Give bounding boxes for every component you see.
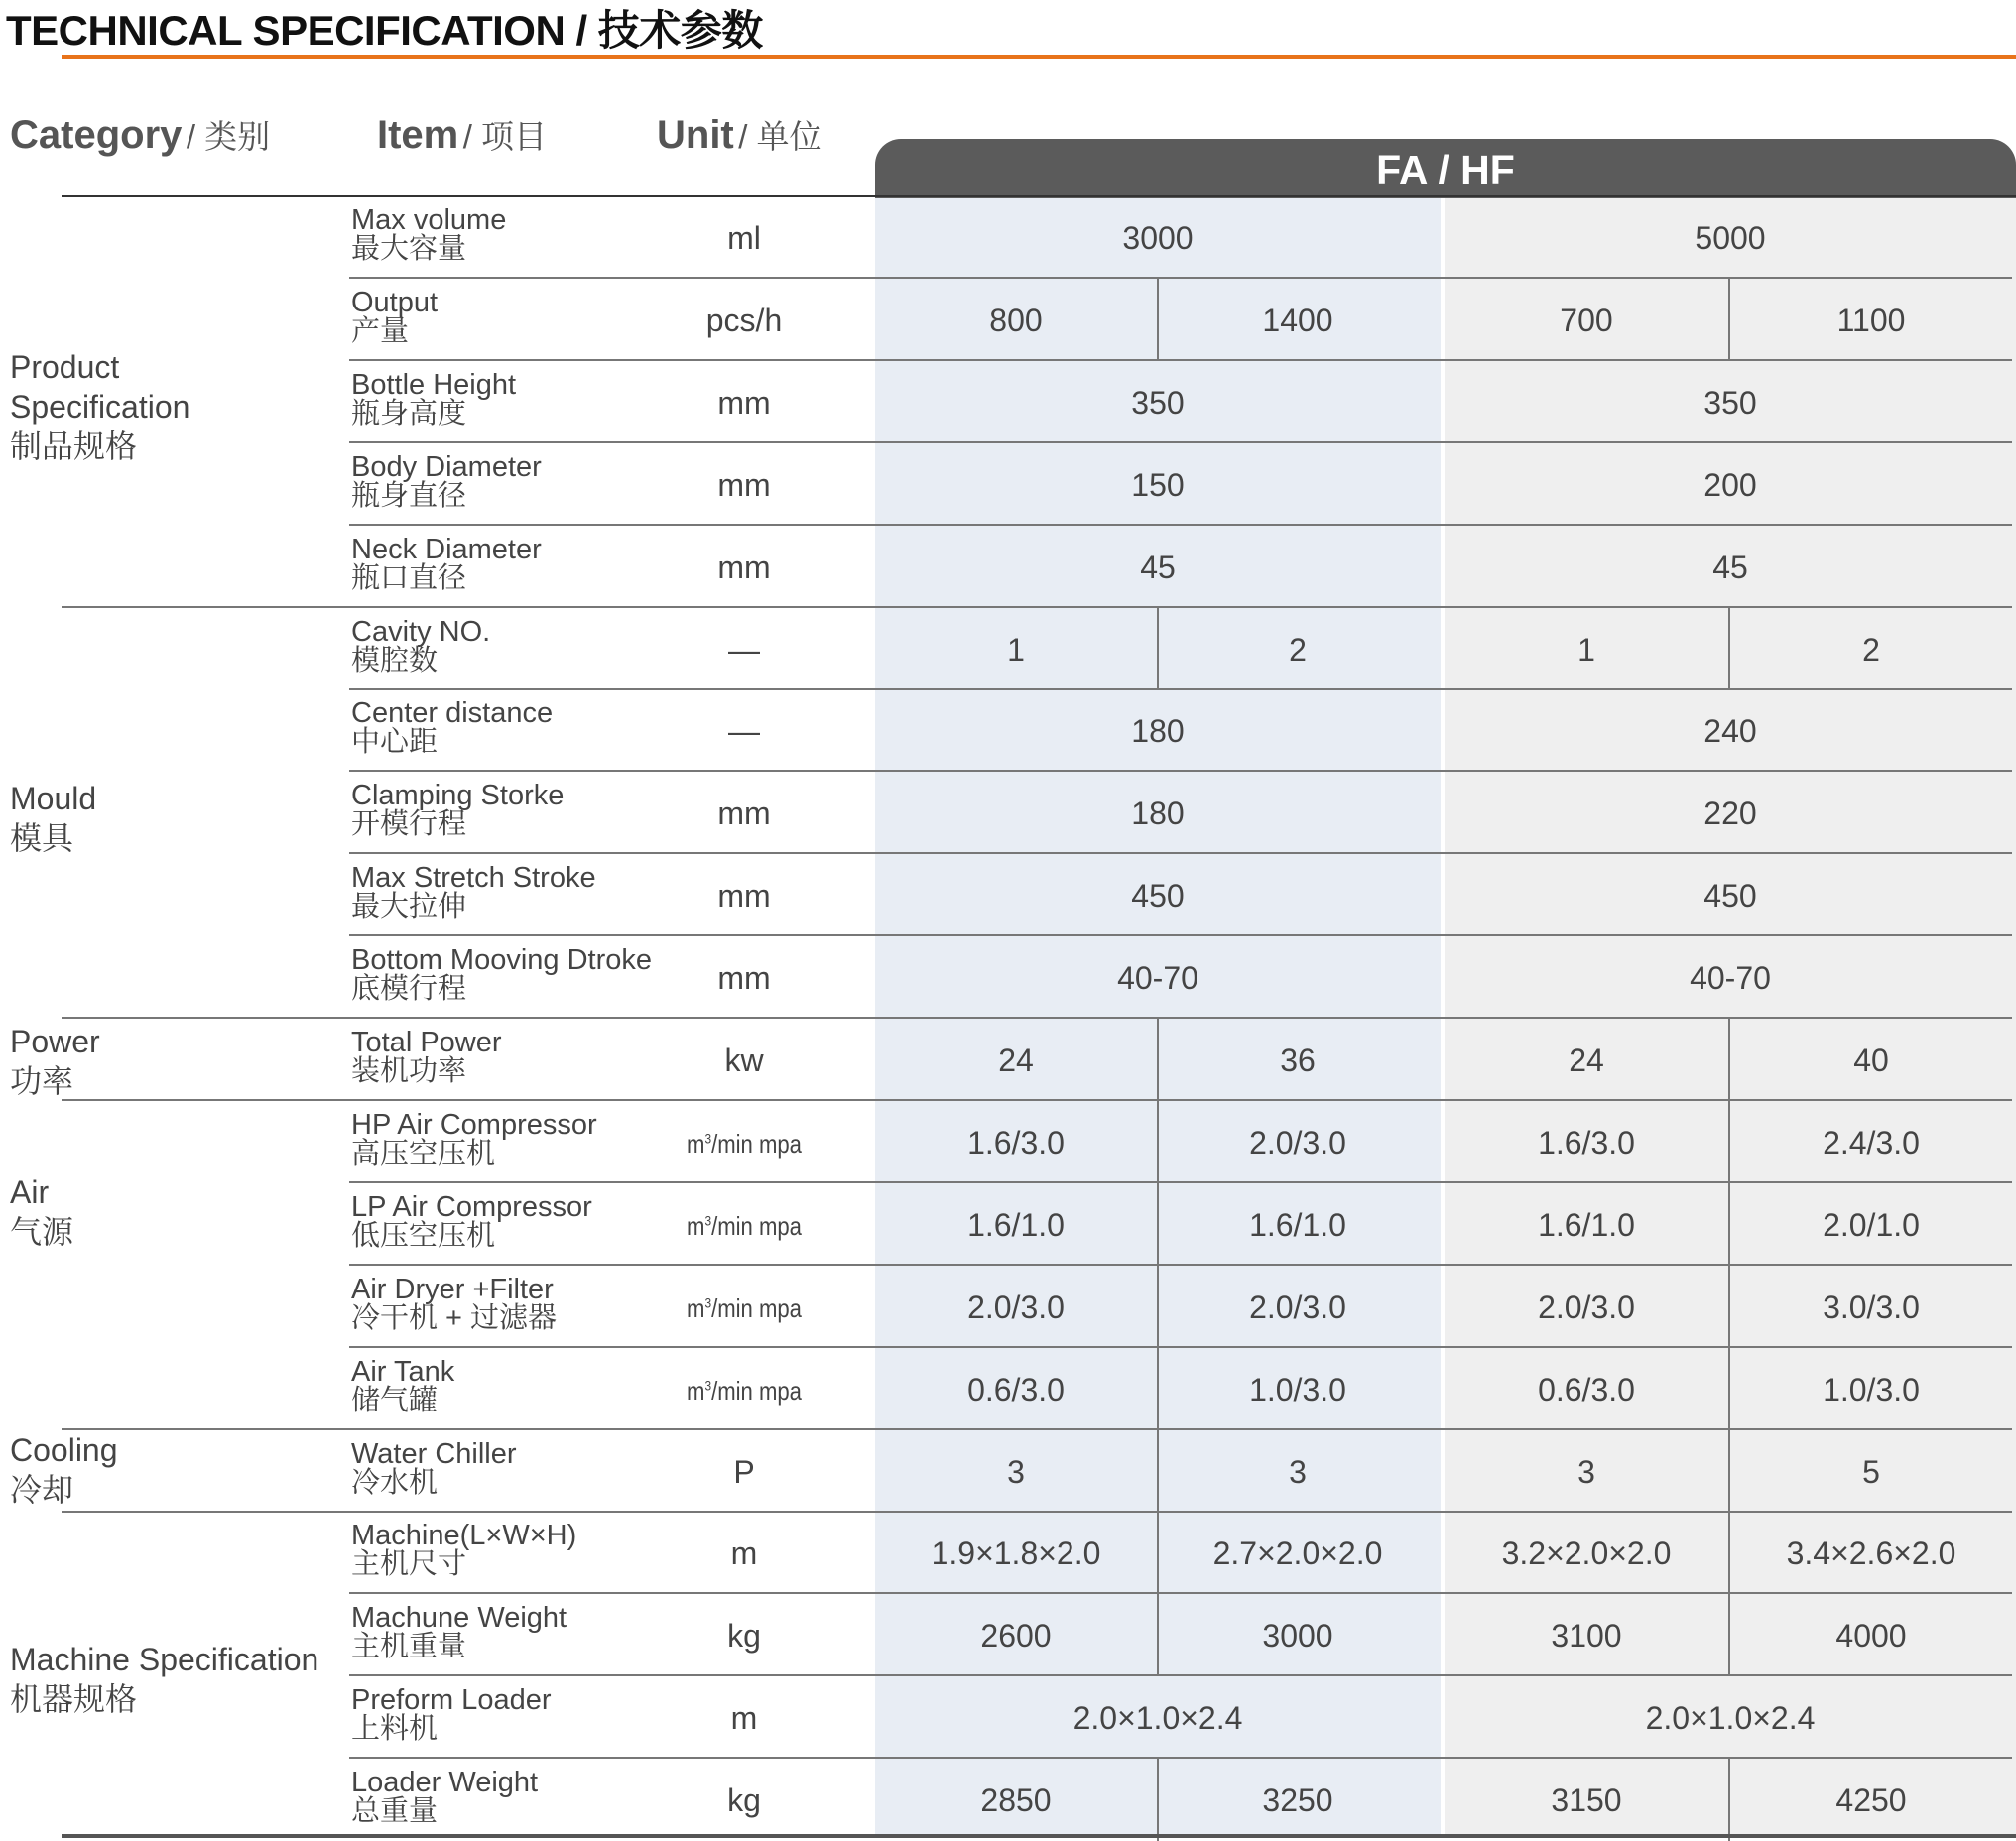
cell-divider: [1728, 1266, 1730, 1348]
item-label-en: Max Stretch Stroke: [351, 862, 596, 895]
item-label: [351, 1769, 538, 1826]
unit-value: m: [730, 1535, 758, 1572]
unit-value: [669, 1211, 820, 1242]
cell-divider: [1157, 1594, 1159, 1676]
header-unit: [657, 111, 822, 158]
table-row: [0, 1759, 2016, 1841]
item-label-cn: 冷干机 + 过滤器: [351, 1301, 558, 1334]
value-cell-merged: 450: [1131, 878, 1185, 915]
item-label-cn: 最大容量: [351, 233, 467, 265]
item-label-en: Preform Loader: [351, 1684, 552, 1717]
item-label-en: Total Power: [351, 1027, 502, 1058]
value-cell: 2600: [980, 1618, 1052, 1655]
value-cell: 3000: [1262, 1618, 1333, 1655]
category-air-en: Air: [10, 1174, 50, 1210]
item-label-cn: 总重量: [351, 1795, 439, 1828]
cell-divider: [1728, 1594, 1730, 1676]
category-power-cn: 功率: [10, 1063, 74, 1099]
model-header: FA / HF: [875, 139, 2016, 198]
unit-value: kw: [724, 1043, 764, 1078]
unit-value: m: [730, 1700, 758, 1737]
value-cell: 4000: [1835, 1618, 1907, 1655]
value-cell: 40: [1853, 1043, 1889, 1078]
item-label-cn: 瓶口直径: [351, 561, 467, 594]
item-label-en: Water Chiller: [351, 1437, 517, 1470]
cell-divider: [1157, 1266, 1159, 1348]
unit-value: mm: [717, 549, 771, 585]
value-cell: 24: [1569, 1043, 1604, 1078]
table-row: [0, 279, 2016, 361]
value-cell: 3: [1577, 1453, 1595, 1490]
table-row: [0, 1512, 2016, 1594]
item-label-en: LP Air Compressor: [351, 1190, 592, 1223]
value-cell: 4250: [1835, 1782, 1907, 1819]
item-label-en: Max volume: [351, 204, 507, 236]
item-label: [351, 782, 564, 839]
unit-value: kg: [727, 1618, 761, 1655]
item-label: [351, 1190, 592, 1252]
item-label-cn: 主机重量: [351, 1631, 467, 1663]
table-row: [0, 854, 2016, 936]
category-product-en1: Product: [10, 349, 120, 385]
value-cell: 3.4×2.6×2.0: [1786, 1535, 1956, 1572]
cell-divider: [1728, 1183, 1730, 1266]
item-label: [351, 946, 652, 1004]
item-label: [351, 699, 553, 757]
value-cell-merged: 220: [1703, 796, 1757, 832]
unit-value: —: [728, 713, 760, 750]
unit-value: mm: [717, 960, 771, 997]
table-row: [0, 1430, 2016, 1513]
value-cell: 3100: [1551, 1618, 1622, 1655]
value-cell: 1.6/3.0: [1538, 1124, 1635, 1161]
unit-value: P: [733, 1453, 755, 1490]
value-cell: 1.6/1.0: [967, 1206, 1065, 1243]
header-item: [377, 111, 547, 158]
cell-divider: [1157, 1019, 1159, 1101]
value-cell-merged: 180: [1131, 713, 1185, 750]
value-cell: 1: [1007, 631, 1025, 668]
item-label-en: Neck Diameter: [351, 533, 542, 565]
cell-divider: [1157, 279, 1159, 361]
unit-superscript: 3: [704, 1130, 712, 1147]
value-cell: 2850: [980, 1782, 1052, 1819]
item-label-cn: 模腔数: [351, 644, 439, 676]
table-row: [0, 689, 2016, 772]
item-label-en: Air Dryer +Filter: [351, 1273, 554, 1305]
table-bottom-rule: [62, 1834, 2016, 1838]
value-cell: 1.0/3.0: [1823, 1371, 1920, 1408]
value-cell: 24: [998, 1043, 1034, 1078]
unit-value: —: [728, 631, 760, 668]
category-mould-en: Mould: [10, 781, 97, 816]
item-label-en: Bottle Height: [351, 368, 517, 401]
unit-value: mm: [717, 384, 771, 421]
header-category-en: Category: [10, 113, 183, 157]
cell-divider: [1157, 608, 1159, 690]
table-row: [0, 1101, 2016, 1183]
value-cell: 3150: [1551, 1782, 1622, 1819]
value-cell: 0.6/3.0: [1538, 1371, 1635, 1408]
table-row: [0, 1019, 2016, 1101]
unit-base: m: [687, 1292, 705, 1323]
item-label-cn: 储气罐: [351, 1384, 439, 1416]
table-row: [0, 936, 2016, 1019]
unit-rest: /min mpa: [711, 1128, 802, 1159]
category-air-cn: 气源: [10, 1214, 74, 1250]
item-label: [351, 1273, 558, 1334]
item-label-en: Clamping Storke: [351, 780, 565, 812]
item-label: [351, 450, 542, 512]
cell-divider: [1728, 1348, 1730, 1430]
value-cell-merged: 40-70: [1690, 960, 1771, 997]
value-cell: 2.0/3.0: [967, 1289, 1065, 1325]
item-label-cn: 产量: [351, 314, 410, 347]
item-label-en: Machine(L×W×H): [351, 1520, 577, 1552]
unit-value: [669, 1376, 820, 1407]
item-label: [351, 1604, 567, 1661]
item-label-en: Body Diameter: [351, 450, 542, 483]
category-machine-cn: 机器规格: [10, 1681, 138, 1717]
value-cell: 2: [1289, 631, 1307, 668]
value-cell: 2.0/3.0: [1249, 1124, 1346, 1161]
item-label: [351, 1108, 597, 1169]
item-label: [351, 1686, 552, 1744]
cell-divider: [1728, 1101, 1730, 1183]
item-label: [351, 1437, 517, 1499]
value-cell: 1.9×1.8×2.0: [931, 1535, 1101, 1572]
item-label-cn: 低压空压机: [351, 1219, 496, 1252]
item-label: [351, 206, 506, 264]
item-label: [351, 615, 491, 676]
value-cell-merged: 3000: [1122, 220, 1194, 256]
unit-value: mm: [717, 796, 771, 832]
category-cooling-cn: 冷却: [10, 1472, 74, 1508]
header-category: [10, 111, 270, 158]
value-cell: 1400: [1262, 302, 1333, 338]
value-cell-merged: 350: [1703, 384, 1757, 421]
value-cell-merged: 200: [1703, 466, 1757, 503]
item-label: [351, 368, 517, 430]
item-label-cn: 最大拉伸: [351, 891, 467, 923]
unit-value: [669, 1293, 820, 1324]
value-cell: 1.6/3.0: [967, 1124, 1065, 1161]
value-cell: 2.0/3.0: [1249, 1289, 1346, 1325]
unit-base: m: [687, 1128, 705, 1159]
item-label-cn: 瓶身高度: [351, 397, 467, 430]
category-product-cn: 制品规格: [10, 429, 138, 464]
table-row: [0, 608, 2016, 690]
value-cell: 1: [1577, 631, 1595, 668]
value-cell-merged: 5000: [1695, 220, 1766, 256]
item-label-en: Loader Weight: [351, 1767, 539, 1799]
category-product-en2: Specification: [10, 389, 190, 425]
value-cell: 1.6/1.0: [1538, 1206, 1635, 1243]
category-mould-cn: 模具: [10, 820, 74, 856]
value-cell-merged: 45: [1712, 549, 1748, 585]
unit-value: [669, 1129, 820, 1160]
cell-divider: [1157, 1183, 1159, 1266]
value-cell-merged: 2.0×1.0×2.4: [1072, 1700, 1243, 1737]
category-power-en: Power: [10, 1024, 100, 1059]
table-row: [0, 443, 2016, 526]
value-cell: 3: [1007, 1453, 1025, 1490]
header-unit-en: Unit: [657, 113, 734, 157]
value-cell: 2: [1862, 631, 1880, 668]
unit-value: mm: [717, 878, 771, 915]
value-cell: 0.6/3.0: [967, 1371, 1065, 1408]
header-unit-cn: / 单位: [738, 118, 822, 155]
item-label: [351, 1355, 455, 1416]
table-row: [0, 1348, 2016, 1430]
item-label: [351, 1029, 502, 1086]
cell-divider: [1157, 1759, 1159, 1841]
cell-divider: [1157, 1430, 1159, 1513]
value-cell: 1100: [1836, 302, 1906, 338]
unit-rest: /min mpa: [711, 1292, 802, 1323]
item-label-cn: 冷水机: [351, 1466, 439, 1499]
header-item-en: Item: [377, 113, 459, 157]
value-cell: 1.0/3.0: [1249, 1371, 1346, 1408]
table-row: [0, 526, 2016, 608]
item-label: [351, 286, 439, 347]
value-cell: 3250: [1262, 1782, 1333, 1819]
value-cell: 800: [989, 302, 1043, 338]
value-cell: 2.4/3.0: [1823, 1124, 1920, 1161]
value-cell: 700: [1560, 302, 1613, 338]
value-cell: 2.7×2.0×2.0: [1212, 1535, 1383, 1572]
cell-divider: [1728, 1019, 1730, 1101]
title-underline: [62, 55, 2016, 59]
value-cell: 2.0/1.0: [1823, 1206, 1920, 1243]
cell-divider: [1157, 1101, 1159, 1183]
item-label-en: HP Air Compressor: [351, 1108, 597, 1141]
table-row: [0, 772, 2016, 854]
category-cooling-en: Cooling: [10, 1432, 118, 1468]
value-cell-merged: 40-70: [1117, 960, 1198, 997]
unit-superscript: 3: [704, 1212, 712, 1229]
unit-value: ml: [727, 220, 761, 256]
unit-superscript: 3: [704, 1294, 712, 1311]
header-category-cn: / 类别: [186, 118, 271, 155]
header-item-cn: / 项目: [462, 118, 548, 155]
item-label: [351, 864, 596, 921]
table-row: [0, 1676, 2016, 1759]
unit-rest: /min mpa: [711, 1210, 802, 1241]
cell-divider: [1728, 1512, 1730, 1594]
value-cell-merged: 350: [1131, 384, 1185, 421]
cell-divider: [1157, 1348, 1159, 1430]
item-label-cn: 瓶身直径: [351, 479, 467, 512]
cell-divider: [1728, 608, 1730, 690]
value-cell-merged: 180: [1131, 796, 1185, 832]
value-cell: 3: [1289, 1453, 1307, 1490]
table-row: [0, 1183, 2016, 1266]
item-label-en: Cavity NO.: [351, 615, 491, 648]
item-label-en: Output: [351, 286, 439, 318]
item-label-cn: 开模行程: [351, 808, 467, 841]
value-cell-merged: 450: [1703, 878, 1757, 915]
value-cell: 36: [1280, 1043, 1316, 1078]
item-label: [351, 533, 542, 594]
item-label-cn: 中心距: [351, 726, 439, 759]
item-label-cn: 上料机: [351, 1713, 439, 1746]
unit-value: mm: [717, 466, 771, 503]
cell-divider: [1157, 1512, 1159, 1594]
value-cell: 3.0/3.0: [1823, 1289, 1920, 1325]
table-row: [0, 196, 2016, 279]
table-row: [0, 1266, 2016, 1348]
item-label-en: Air Tank: [351, 1355, 455, 1388]
item-label: [351, 1522, 576, 1579]
cell-divider: [1728, 1759, 1730, 1841]
value-cell: 2.0/3.0: [1538, 1289, 1635, 1325]
table-row: [0, 1594, 2016, 1676]
unit-rest: /min mpa: [711, 1375, 802, 1406]
item-label-cn: 装机功率: [351, 1055, 467, 1087]
item-label-en: Machune Weight: [351, 1602, 567, 1635]
cell-divider: [1728, 1430, 1730, 1513]
value-cell-merged: 240: [1703, 713, 1757, 750]
category-machine-en: Machine Specification: [10, 1642, 319, 1677]
cell-divider: [1728, 279, 1730, 361]
value-cell-merged: 150: [1131, 466, 1185, 503]
value-cell: 3.2×2.0×2.0: [1501, 1535, 1672, 1572]
item-label-cn: 主机尺寸: [351, 1548, 467, 1581]
value-cell-merged: 2.0×1.0×2.4: [1645, 1700, 1816, 1737]
unit-base: m: [687, 1375, 705, 1406]
unit-value: kg: [727, 1782, 761, 1819]
unit-value: pcs/h: [705, 302, 783, 338]
unit-superscript: 3: [704, 1376, 712, 1393]
value-cell: 1.6/1.0: [1249, 1206, 1346, 1243]
item-label-cn: 底模行程: [351, 973, 467, 1006]
item-label-en: Bottom Mooving Dtroke: [351, 944, 653, 977]
unit-base: m: [687, 1210, 705, 1241]
table-row: [0, 361, 2016, 443]
item-label-en: Center distance: [351, 697, 554, 730]
value-cell-merged: 45: [1140, 549, 1176, 585]
item-label-cn: 高压空压机: [351, 1137, 496, 1169]
value-cell: 5: [1862, 1453, 1880, 1490]
page-title: TECHNICAL SPECIFICATION / 技术参数: [6, 7, 763, 54]
